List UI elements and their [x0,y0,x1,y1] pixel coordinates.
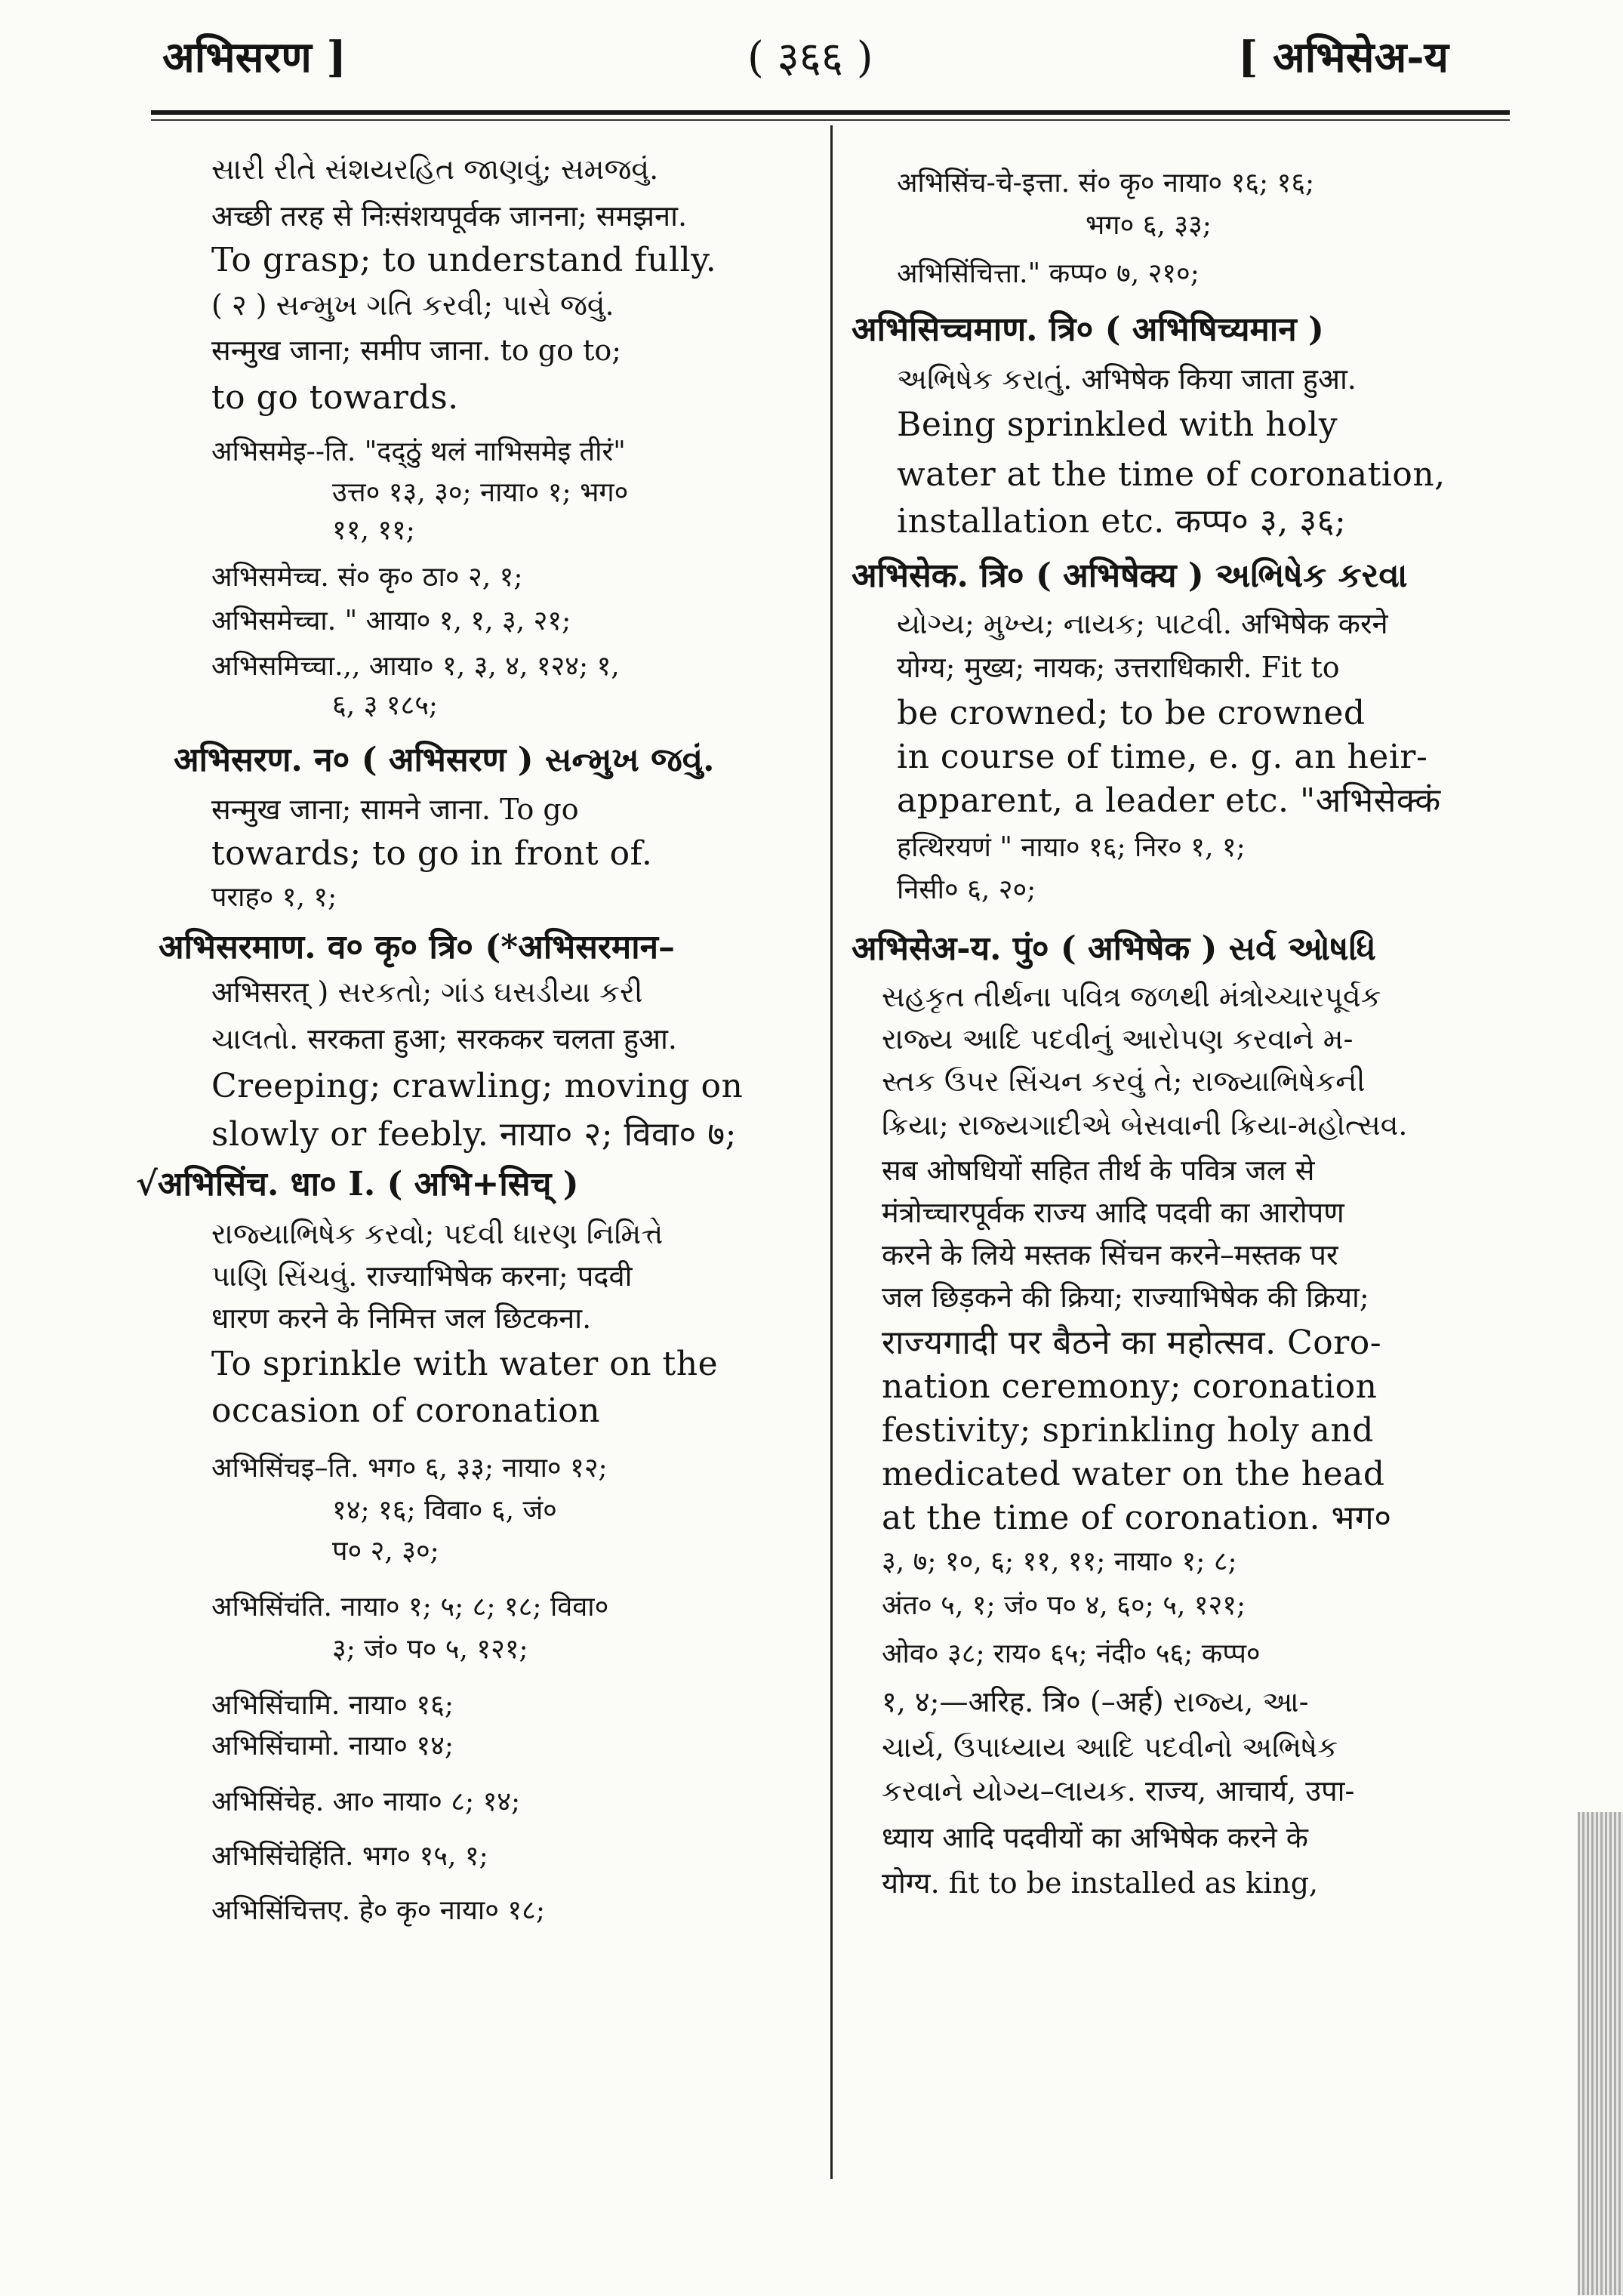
citation-line: हत्थिरयणं " नाया० १६; निर० १, १; [897,832,1246,863]
text-line: ( २ ) સન્મુખ ગતિ કરવી; પાસે જવું. [211,288,614,322]
citation-line: ३; जं० प० ५, १२१; [332,1634,528,1665]
text-line: अच्छी तरह से निःसंशयपूर्वक जानना; समझना. [211,199,688,233]
headword-line: अभिसिंचामि. नाया० १६; [211,1690,454,1721]
text-line: सन्मुख जाना; सामने जाना. To go [211,793,579,826]
entry-headword: अभिसेक. त्रि० ( अभिषेक्य ) અભિષેક કરવા [852,556,1408,595]
text-line: slowly or feebly. नाया० २; विवा० ७; [211,1115,737,1154]
text-line: करने के लिये मस्तक सिंचन करने–मस्तक पर [882,1238,1338,1271]
page-edge-shadow [1578,1812,1623,2295]
text-line: राज्यगादी पर बैठने का महोत्सव. Coro- [882,1324,1382,1362]
headword-line: अभिसमेइ--ति. "दद्ठुं थलं नाभिसमेइ तीरं" [211,436,626,467]
headword-line: अभिसिंचामो. नाया० १४; [211,1730,454,1761]
citation-line: ११, ११; [332,515,415,546]
text-line: Creeping; crawling; moving on [211,1067,744,1105]
headword-line: अभिसमेच्च. सं० कृ० ठा० २, १; [211,562,523,593]
text-line: be crowned; to be crowned [897,694,1366,732]
text-line: nation ceremony; coronation [882,1367,1378,1406]
citation-line: अंत० ५, १; जं० प० ४, ६०; ५, १२१; [882,1590,1246,1621]
entry-headword: अभिसेअ-य. पुं० ( अभिषेक ) સર્વ ઓષધિ [852,929,1376,968]
text-line: અભિષેક કરાતું. अभिषेक किया जाता हुआ. [897,362,1357,396]
headword-line: अभिसिंचेह. आ० नाया० ८; १४; [211,1786,521,1817]
headword-line: अभिसिंचंति. नाया० १; ५; ८; १८; विवा० [211,1592,609,1623]
text-line: सब ओषधियों सहित तीर्थ के पवित्र जल से [882,1154,1315,1187]
headword-line: अभिसिंचित्ता." कप्प० ७, २१०; [897,258,1200,289]
running-head-left: अभिसरण ] [162,32,346,82]
text-line: धारण करने के निमित्त जल छिटकना. [211,1302,592,1335]
headword-line: अभिसिंचइ–ति. भग० ६, ३३; नाया० १२; [211,1453,608,1484]
text-line: કરવાને યોગ્ય–લાયક. राज्य, आचार्य, उपा- [882,1774,1355,1808]
text-line: પાણિ સિંચવું. राज्याभिषेक करना; पदवी [211,1259,633,1293]
headword-line: अभिसिंच-चे-इत्ता. सं० कृ० नाया० १६; १६; [897,168,1315,199]
text-line: १, ४;—अरिह. त्रि० (–अर्ह) રાજ્ય, આ- [882,1685,1309,1718]
page-number: ( ३६६ ) [747,33,873,82]
headword-line: अभिसमेच्चा. " आया० १, १, ३, २१; [211,606,571,636]
text-line: festivity; sprinkling holy and [882,1411,1374,1450]
citation-line: उत्त० १३, ३०; नाया० १; भग० [332,477,629,508]
header-rule [151,110,1510,115]
text-line: medicated water on the head [882,1455,1385,1493]
text-line: to go towards. [211,378,459,417]
citation-line: ओव० ३८; राय० ६५; नंदी० ५६; कप्प० [882,1638,1261,1669]
text-line: अभिसरत् ) સરકતો; ગાંડ ઘસડીયા કરી [211,975,643,1009]
entry-headword: अभिसरण. न० ( अभिसरण ) સન્મુખ જવું. [174,741,715,779]
text-line: To grasp; to understand fully. [211,241,717,279]
citation-line: पराह० १, १; [211,882,337,913]
header-rule-thin [151,119,1510,121]
text-line: ક્રિયા; રાજ્યગાદીએ બેસવાની ક્રિયા-મહોત્સવ. [882,1108,1408,1142]
text-line: योग्य. fit to be installed as king, [882,1866,1319,1900]
text-line: occasion of coronation [211,1391,601,1430]
text-line: in course of time, e. g. an heir- [897,738,1428,776]
entry-headword: √अभिसिंच. धा० I. ( अभि+सिच् ) [136,1165,579,1203]
text-line: રાજ્યાભિષેક કરવો; પદવી ધારણ નિમિત્તે [211,1217,664,1250]
citation-line: भग० ६, ३३; [1086,210,1212,241]
text-line: water at the time of coronation, [897,455,1446,494]
text-line: मंत्रोच्चारपूर्वक राज्य आदि पदवी का आरोपण [882,1196,1344,1229]
headword-line: अभिसिंचेहिंति. भग० १५, १; [211,1841,488,1872]
citation-line: ६, ३ १८५; [332,690,439,721]
headword-line: अभिसमिच्चा.,, आया० १, ३, ४, १२४; १, [211,651,620,682]
text-line: સહકૃત તીર્થના પવિત્ર જળથી મંત્રોચ્ચારપૂર્વક [882,980,1381,1013]
text-line: સ્તક ઉપર સિંચન કરવું તે; રાજ્યાભિષેકની [882,1065,1366,1098]
column-divider [830,125,833,2179]
text-line: सन्मुख जाना; समीप जाना. to go to; [211,334,622,367]
citation-line: ३, ७; १०, ६; ११, ११; नाया० १; ८; [882,1546,1237,1577]
text-line: Being sprinkled with holy [897,405,1338,444]
text-line: ध्याय आदि पदवीयों का अभिषेक करने के [882,1821,1308,1854]
text-line: ચાર્ય, ઉપાધ્યાય આદિ પદવીનો અભિષેક [882,1730,1338,1764]
text-line: To sprinkle with water on the [211,1345,719,1383]
citation-line: प० २, ३०; [332,1536,439,1567]
text-line: जल छिड़कने की क्रिया; राज्याभिषेक की क्रिया; [882,1281,1369,1314]
headword-line: अभिसिंचित्तए. हे० कृ० नाया० १८; [211,1895,545,1926]
text-line: યોગ્ય; મુખ્ય; નાયક; પાટવી. अभिषेक करने [897,607,1388,640]
text-line: installation etc. कप्प० ३, ३६; [897,502,1347,541]
text-line: at the time of coronation. भग० [882,1499,1392,1537]
citation-line: निसी० ६, २०; [897,874,1036,905]
citation-line: १४; १६; विवा० ६, जं० [332,1495,557,1526]
entry-headword: अभिसिच्चमाण. त्रि० ( अभिषिच्यमान ) [852,310,1324,349]
text-line: towards; to go in front of. [211,834,653,873]
text-line: સારી રીતે સંશયરહિત જાણવું; સમજવું. [211,153,659,186]
entry-headword: अभिसरमाण. व० कृ० त्रि० (*अभिसरमान– [159,928,676,966]
text-line: apparent, a leader etc. "अभिसेक्कं [897,781,1441,820]
text-line: ચાલતો. सरकता हुआ; सरककर चलता हुआ. [211,1022,677,1056]
running-head-right: [ अभिसेअ-य [1238,32,1449,82]
text-line: રાજ્ય આદિ પદવીનું આરોપણ કરવાને મ- [882,1022,1354,1056]
text-line: योग्य; मुख्य; नायक; उत्तराधिकारी. Fit to [897,651,1340,684]
